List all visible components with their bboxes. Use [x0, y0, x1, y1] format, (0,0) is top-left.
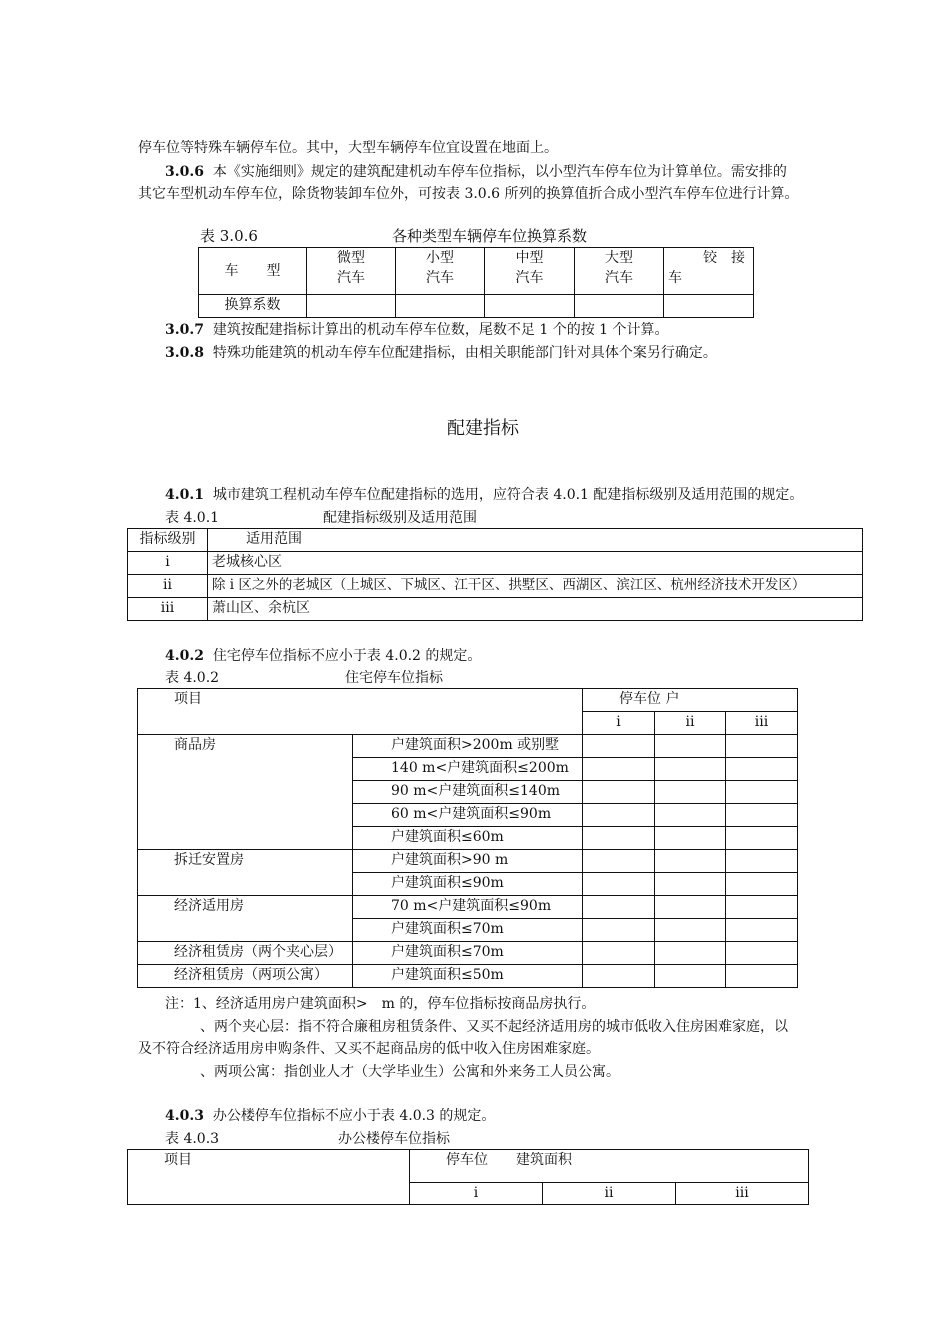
vehicle-type-cell: 小型 汽车 — [396, 248, 485, 295]
value-cell — [655, 804, 726, 827]
level-header: i — [583, 712, 655, 735]
section-4-0-2 — [165, 646, 481, 666]
section-number: 4.0.1 — [165, 487, 204, 503]
table-4-0-2-label: 表 4.0.2 — [165, 670, 220, 686]
table-3-0-6 — [198, 247, 754, 318]
section-number: 4.0.3 — [165, 1108, 204, 1124]
group-name: 经济租赁房（两个夹心层） — [138, 942, 353, 965]
vehicle-type-cell: 微型 汽车 — [307, 248, 396, 295]
level-header: iii — [726, 712, 798, 735]
value-cell — [726, 873, 798, 896]
conversion-factor-cell — [396, 295, 485, 318]
value-cell — [583, 919, 655, 942]
continuation-line: 停车位等特殊车辆停车位。其中，大型车辆停车位宜设置在地面上。 — [138, 140, 558, 156]
section-number: 3.0.7 — [165, 322, 204, 338]
condition-cell: 60 m<户建筑面积≤90m — [353, 804, 583, 827]
level-header: iii — [676, 1183, 809, 1205]
table-4-0-1 — [127, 528, 863, 621]
condition-cell: 户建筑面积≤50m — [353, 965, 583, 988]
chapter-title: 配建指标 — [447, 418, 519, 439]
vehicle-type-cell: 中型 汽车 — [485, 248, 575, 295]
section-text: 住宅停车位指标不应小于表 4.0.2 的规定。 — [212, 648, 482, 664]
note-3: 、两项公寓：指创业人才（大学毕业生）公寓和外来务工人员公寓。 — [200, 1064, 620, 1080]
table-3-0-6-title: 各种类型车辆停车位换算系数 — [392, 227, 588, 245]
value-cell — [655, 850, 726, 873]
value-cell — [726, 965, 798, 988]
value-cell — [655, 942, 726, 965]
section-3-0-6-line1 — [165, 162, 787, 182]
level-cell: i — [128, 552, 208, 575]
value-cell — [655, 873, 726, 896]
value-cell — [583, 781, 655, 804]
table-3-0-6-label: 表 3.0.6 — [200, 227, 258, 245]
value-cell — [726, 919, 798, 942]
value-cell — [583, 942, 655, 965]
value-cell — [583, 758, 655, 781]
value-cell — [583, 850, 655, 873]
section-text: 本《实施细则》规定的建筑配建机动车停车位指标，以小型汽车停车位为计算单位。需安排的 — [212, 164, 787, 180]
section-3-0-7 — [165, 320, 669, 340]
section-4-0-1 — [165, 485, 803, 505]
condition-cell: 140 m<户建筑面积≤200m — [353, 758, 583, 781]
condition-cell: 户建筑面积>200m 或别墅 — [353, 735, 583, 758]
scope-cell: 老城核心区 — [208, 552, 863, 575]
conversion-factor-cell — [664, 295, 754, 318]
section-text: 办公楼停车位指标不应小于表 4.0.3 的规定。 — [212, 1108, 496, 1124]
level-cell: ii — [128, 575, 208, 598]
conversion-factor-cell — [575, 295, 664, 318]
value-cell — [726, 827, 798, 850]
table-4-0-1-title: 配建指标级别及适用范围 — [323, 510, 477, 526]
header-scope: 适用范围 — [208, 529, 863, 552]
value-cell — [655, 735, 726, 758]
value-cell — [726, 850, 798, 873]
scope-cell: 萧山区、余杭区 — [208, 598, 863, 621]
condition-cell: 户建筑面积≤90m — [353, 873, 583, 896]
value-cell — [655, 827, 726, 850]
value-cell — [583, 804, 655, 827]
header-item: 项目 — [128, 1150, 410, 1205]
condition-cell: 90 m<户建筑面积≤140m — [353, 781, 583, 804]
group-name: 经济适用房 — [138, 896, 353, 942]
value-cell — [583, 735, 655, 758]
section-number: 3.0.6 — [165, 164, 204, 180]
group-name: 拆迁安置房 — [138, 850, 353, 896]
section-number: 3.0.8 — [165, 345, 204, 361]
section-text: 特殊功能建筑的机动车停车位配建指标，由相关职能部门针对具体个案另行确定。 — [212, 345, 717, 361]
header-level: 指标级别 — [128, 529, 208, 552]
conversion-factor-label: 换算系数 — [199, 295, 307, 318]
value-cell — [583, 965, 655, 988]
scope-cell: 除 i 区之外的老城区（上城区、下城区、江干区、拱墅区、西湖区、滨江区、杭州经济技术开发区） — [208, 575, 863, 598]
section-number: 4.0.2 — [165, 648, 204, 664]
value-cell — [583, 827, 655, 850]
level-header: i — [410, 1183, 543, 1205]
group-name: 经济租赁房（两项公寓） — [138, 965, 353, 988]
value-cell — [726, 804, 798, 827]
note-2-line2: 及不符合经济适用房申购条件、又买不起商品房的低中收入住房困难家庭。 — [138, 1041, 600, 1057]
vehicle-type-cell: 铰 接 车 — [664, 248, 754, 295]
table-4-0-3 — [127, 1149, 809, 1205]
group-name: 商品房 — [138, 735, 353, 850]
vehicle-type-cell: 大型 汽车 — [575, 248, 664, 295]
header-item: 项目 — [138, 689, 583, 735]
value-cell — [726, 781, 798, 804]
section-3-0-8 — [165, 343, 717, 363]
value-cell — [726, 735, 798, 758]
note-1: 注：1、经济适用房户建筑面积> m 的，停车位指标按商品房执行。 — [165, 996, 596, 1012]
condition-cell: 户建筑面积≤70m — [353, 919, 583, 942]
condition-cell: 户建筑面积>90 m — [353, 850, 583, 873]
value-cell — [726, 942, 798, 965]
header-unit: 停车位 户 — [583, 689, 798, 712]
level-cell: iii — [128, 598, 208, 621]
condition-cell: 户建筑面积≤70m — [353, 942, 583, 965]
section-text: 建筑按配建指标计算出的机动车停车位数，尾数不足 1 个的按 1 个计算。 — [212, 322, 669, 338]
value-cell — [655, 965, 726, 988]
section-4-0-3 — [165, 1106, 495, 1126]
condition-cell: 户建筑面积≤60m — [353, 827, 583, 850]
note-2-line1: 、两个夹心层：指不符合廉租房租赁条件、又买不起经济适用房的城市低收入住房困难家庭，以 — [200, 1019, 788, 1035]
value-cell — [583, 873, 655, 896]
conversion-factor-cell — [307, 295, 396, 318]
table-4-0-3-label: 表 4.0.3 — [165, 1131, 220, 1147]
value-cell — [655, 919, 726, 942]
value-cell — [655, 896, 726, 919]
condition-cell: 70 m<户建筑面积≤90m — [353, 896, 583, 919]
table-4-0-2 — [137, 688, 798, 988]
table-4-0-2-title: 住宅停车位指标 — [345, 670, 443, 686]
level-header: ii — [543, 1183, 676, 1205]
vehicle-type-header: 车 型 — [199, 248, 307, 295]
header-unit: 停车位 建筑面积 — [410, 1150, 809, 1183]
value-cell — [726, 896, 798, 919]
section-text: 城市建筑工程机动车停车位配建指标的选用，应符合表 4.0.1 配建指标级别及适用范围的规定。 — [212, 487, 804, 503]
value-cell — [655, 781, 726, 804]
section-3-0-6-line2: 其它车型机动车停车位，除货物装卸车位外，可按表 3.0.6 所列的换算值折合成小型汽车停车位进行计算。 — [138, 186, 799, 202]
level-header: ii — [655, 712, 726, 735]
table-4-0-3-title: 办公楼停车位指标 — [338, 1131, 450, 1147]
value-cell — [726, 758, 798, 781]
table-4-0-1-label: 表 4.0.1 — [165, 510, 220, 526]
value-cell — [583, 896, 655, 919]
value-cell — [655, 758, 726, 781]
conversion-factor-cell — [485, 295, 575, 318]
